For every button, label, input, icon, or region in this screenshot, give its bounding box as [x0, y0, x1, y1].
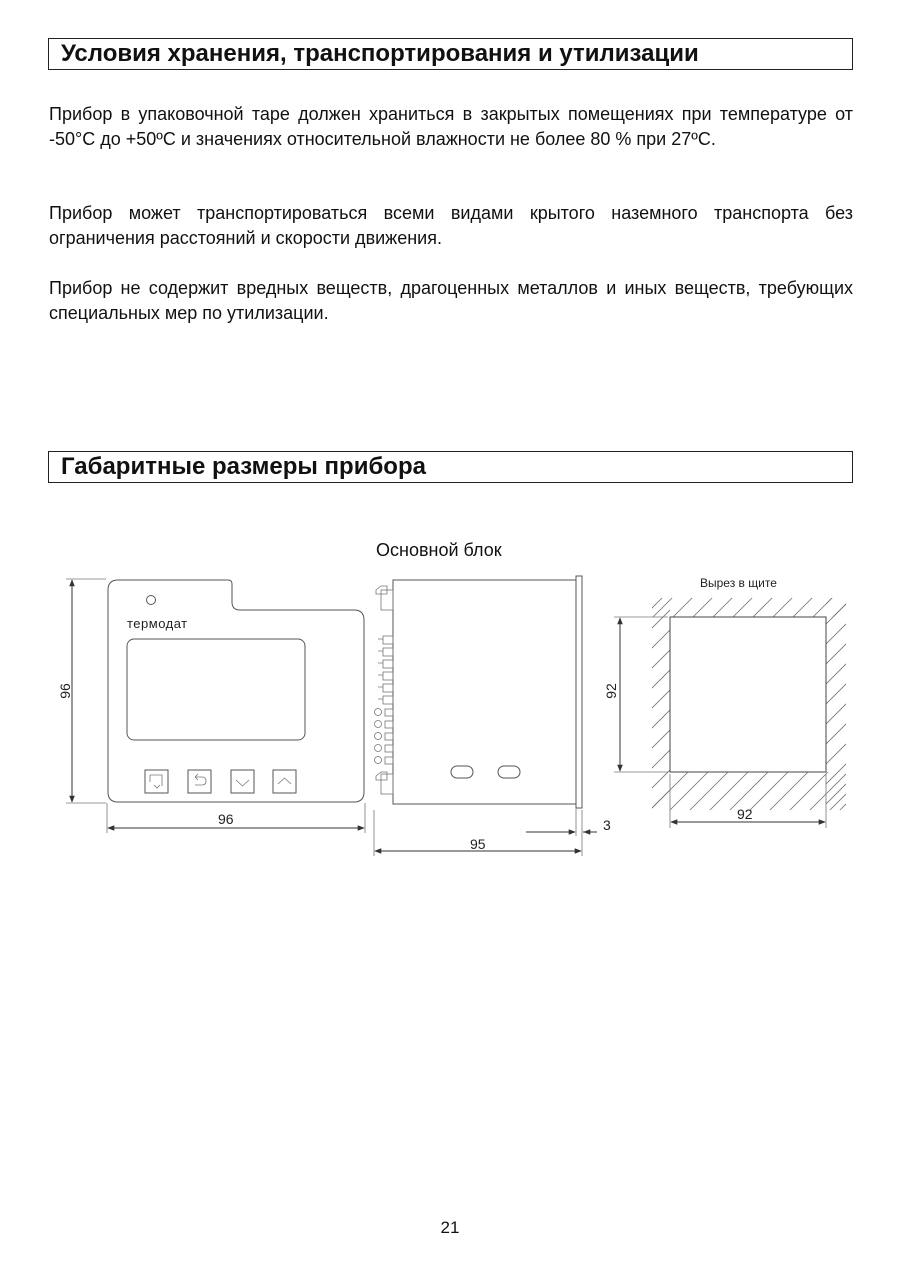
terminal-block — [375, 636, 394, 764]
cutout-height-label: 92 — [603, 683, 619, 699]
dimension-drawing — [0, 560, 900, 880]
back-button-icon — [188, 770, 211, 793]
mounting-slot — [451, 766, 473, 778]
cutout-width-label: 92 — [737, 806, 753, 822]
figure-caption: Основной блок — [376, 540, 502, 560]
up-button-icon — [273, 770, 296, 793]
cutout-opening — [670, 617, 826, 772]
brand-label: термодат — [127, 616, 188, 631]
storage-paragraph: Прибор в упаковочной таре должен храниться в закрытых помещениях при температуре от -50°С до +50ºС и значениях относительной влажности не более 80 % при 27ºС. — [49, 104, 853, 149]
front-height-label: 96 — [57, 683, 73, 699]
transport-paragraph: Прибор может транспортироваться всеми видами крытого наземного транспорта без ограничения расстояний и скорости движения. — [49, 203, 853, 248]
dimensions-heading: Габаритные размеры прибора — [48, 451, 853, 483]
front-panel-edge — [576, 576, 582, 808]
panel-thickness-label: 3 — [603, 817, 611, 833]
down-button-icon — [231, 770, 254, 793]
storage-heading: Условия хранения, транспортирования и утилизации — [48, 38, 853, 70]
side-depth-label: 95 — [470, 836, 486, 852]
side-view — [374, 576, 611, 856]
menu-button-icon — [145, 770, 168, 793]
front-view — [57, 579, 365, 833]
indicator-led-icon — [147, 596, 156, 605]
cutout-title: Вырез в щите — [700, 576, 777, 590]
front-width-label: 96 — [218, 811, 234, 827]
page-number: 21 — [440, 1218, 460, 1237]
display-window — [127, 639, 305, 740]
disposal-paragraph: Прибор не содержит вредных веществ, драгоценных металлов и иных веществ, требующих специальных мер по утилизации. — [49, 278, 853, 323]
panel-cutout-view — [603, 560, 900, 840]
mounting-slot — [498, 766, 520, 778]
